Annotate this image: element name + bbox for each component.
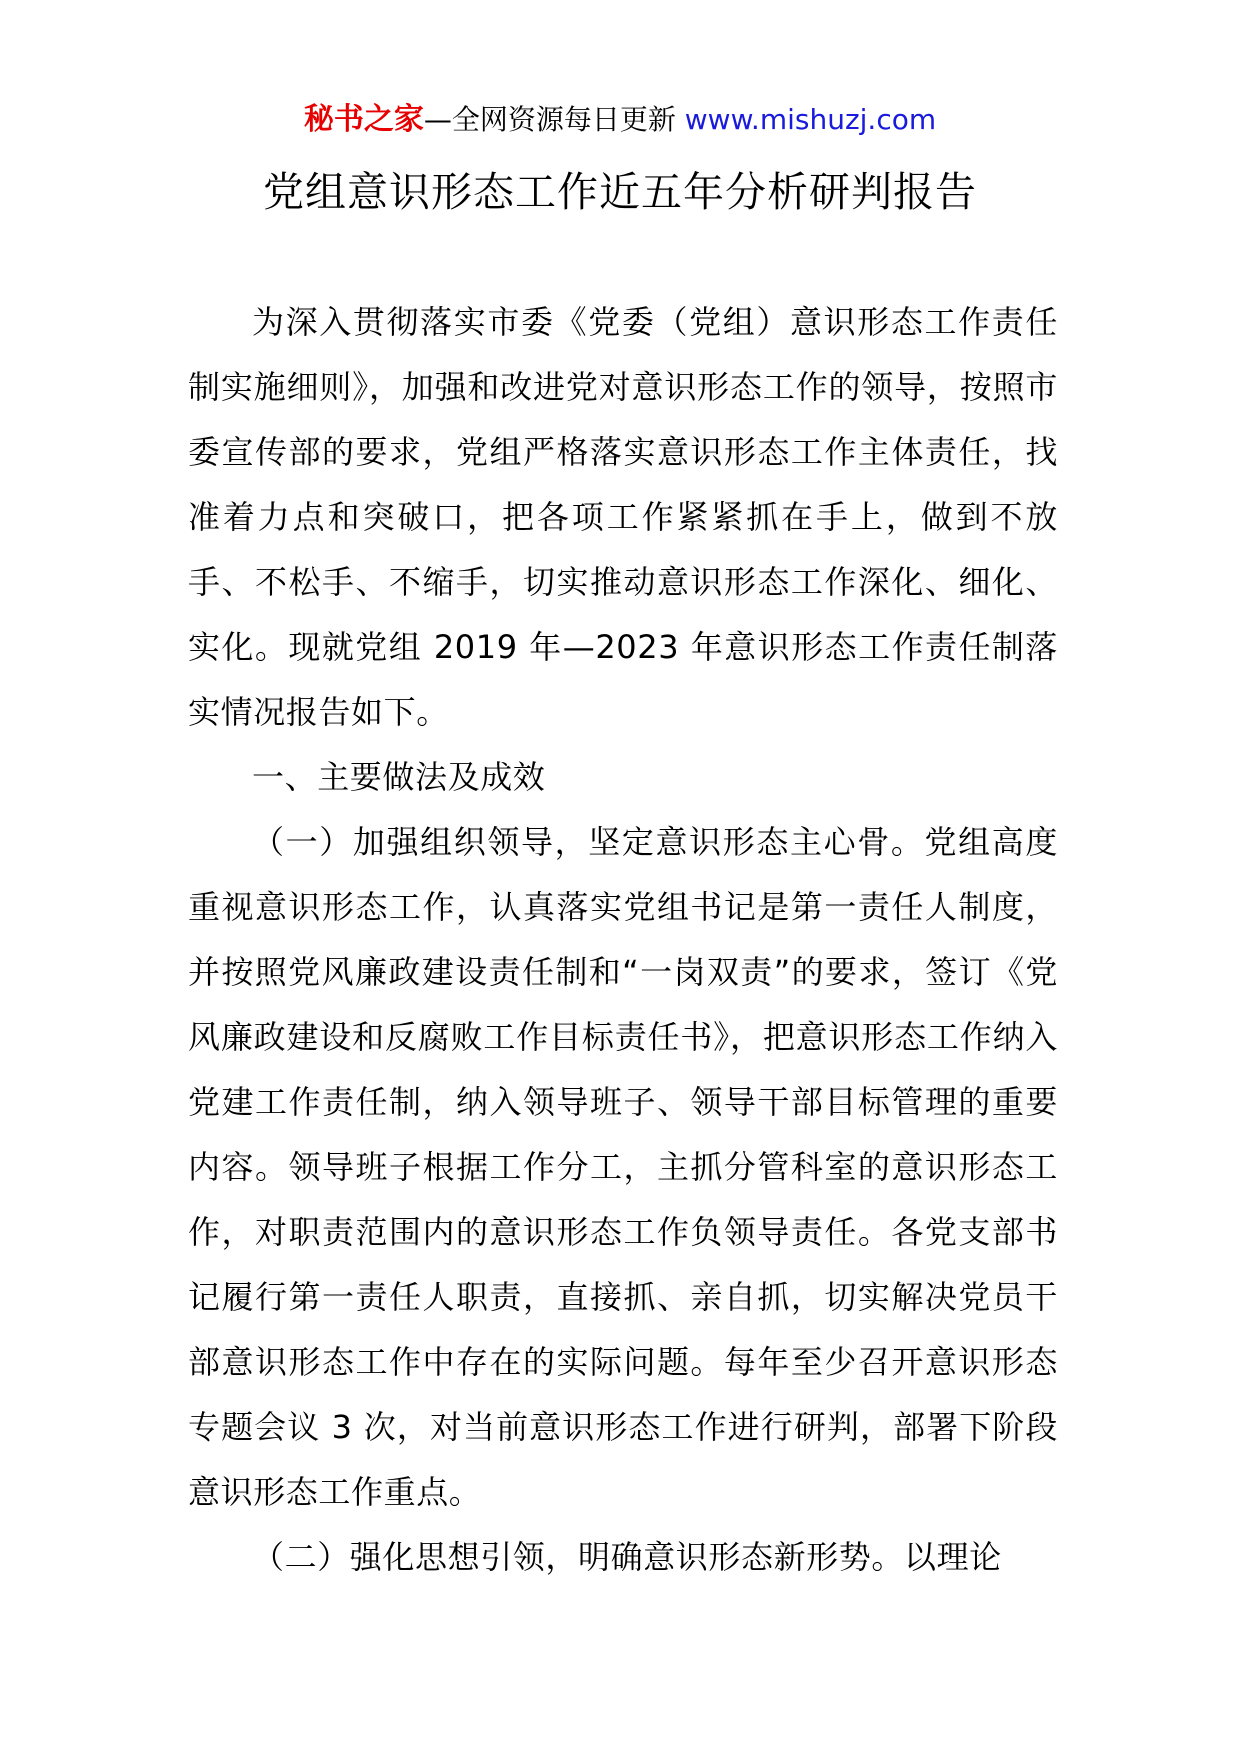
paragraph-section-1-1: （一）加强组织领导，坚定意识形态主心骨。党组高度重视意识形态工作，认真落实党组书记是第一责任人制度，并按照党风廉政建设责任制和“一岗双责”的要求，签订《党风廉政建设和反腐败工作目标责任书》，把意识形态工作纳入党建工作责任制，纳入领导班子、领导干部目标管理的重要内容。领导班子根据工作分工，主抓分管科室的意识形态工作，对职责范围内的意识形态工作负领导责任。各党支部书记履行第一责任人职责，直接抓、亲自抓，切实解决党员干部意识形态工作中存在的实际问题。每年至少召开意识形态专题会议 3 次，对当前意识形态工作进行研判，部署下阶段意识形态工作重点。 <box>188 823 1058 1511</box>
paragraph-intro: 为深入贯彻落实市委《党委（党组）意识形态工作责任制实施细则》，加强和改进党对意识形态工作的领导，按照市委宣传部的要求，党组严格落实意识形态工作主体责任，找准着力点和突破口，把各项工作紧紧抓在手上，做到不放手、不松手、不缩手，切实推动意识形态工作深化、细化、实化。现就党组 2019 年—2023 年意识形态工作责任制落实情况报告如下。 <box>188 303 1058 731</box>
section-heading-1: 一、主要做法及成效 <box>252 758 546 796</box>
brand-name: 秘书之家 <box>303 102 424 137</box>
header-slogan: —全网资源每日更新 <box>423 103 685 136</box>
document-title: 党组意识形态工作近五年分析研判报告 <box>263 168 977 216</box>
paragraph-section-1-2: （二）强化思想引领，明确意识形态新形势。以理论 <box>252 1538 1002 1576</box>
site-url: www.mishuzj.com <box>684 103 937 136</box>
watermark-header <box>0 100 1240 140</box>
document-body <box>188 290 1058 1590</box>
